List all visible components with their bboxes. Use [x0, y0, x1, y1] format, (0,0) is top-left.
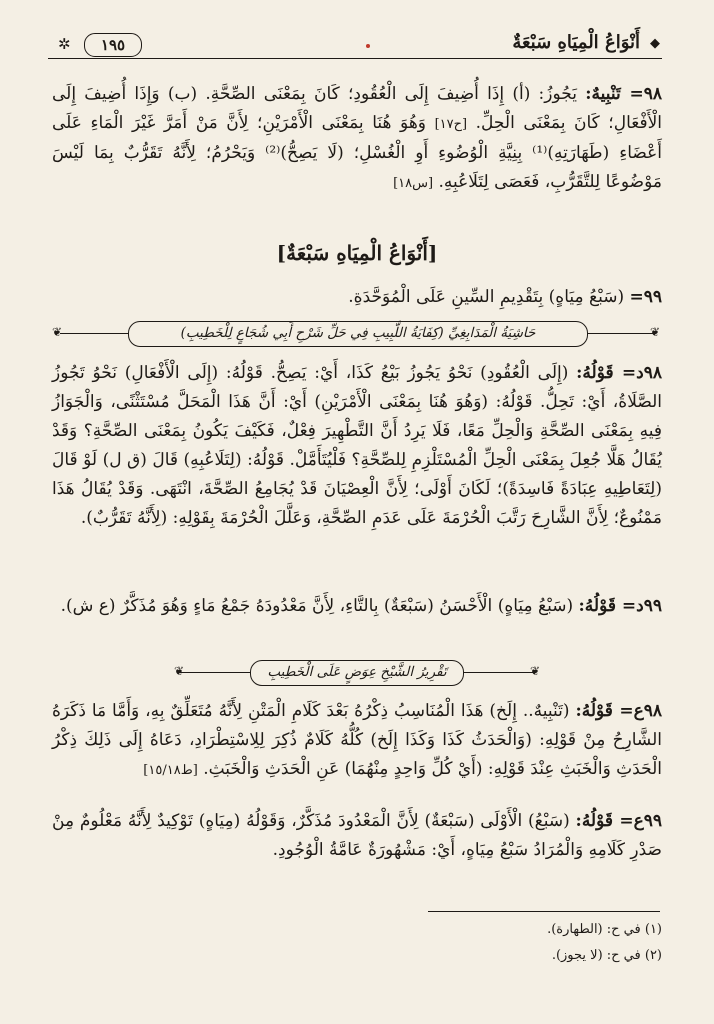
page-marker: [س١٨]: [393, 176, 434, 191]
header-title: أَنْوَاعُ الْمِيَاهِ سَبْعَةٌ: [512, 32, 640, 53]
footnote: (١) في ح: (الطهارة).: [547, 922, 662, 937]
paragraph-text: (سَبْعُ مِيَاهٍ) الْأَحْسَنُ (سَبْعَةٌ) بِالتَّاءِ، لِأَنَّ مَعْدُودَهُ جَمْعُ مَاءٍ وَهُوَ مُذَكَّرٌ (ع ش).: [60, 596, 579, 616]
diamond-ornament-icon: ◆: [650, 36, 660, 51]
paragraph-lead: ٩٩=: [629, 287, 662, 307]
footnote: (٢) في ح: (لا يجوز).: [551, 948, 662, 963]
paragraph-text-continued: وَهُوَ هُنَا بِمَعْنَى الْأَمْرَيْنِ؛ لِأَنَّ مَنْ أَمَرَّ غَيْرَ الْمَاءِ عَلَى أَعْضَاءِ (طَهَارَتِهِ)⁽¹⁾ بِنِيَّةِ الْوُضُوءِ أَوِ الْغُسْلِ؛ (لَا يَصِحُّ)⁽²⁾ وَيَحْرُمُ؛ لِأَنَّهُ تَقَرُّبٌ بِمَا لَيْسَ مَوْضُوعًا لِلتَّقَرُّبِ، فَعَصَى لِتَلَاعُبِهِ.: [52, 113, 662, 192]
commentary-banner-awad: تَقْرِيرُ الشَّيْخِ عِوَضٍ عَلَى الْخَطِيبِ: [250, 660, 464, 686]
paragraph-98d: [52, 359, 662, 533]
commentary-banner-madabighi: حَاشِيَةُ الْمَدَابِغِيِّ (كِفَايَةُ اللَّبِيبِ فِي حَلِّ شَرْحِ أَبِي شُجَاعٍ لِلْخَطِيبِ): [128, 321, 588, 347]
paragraph-lead: ٩٩ع= قَوْلُهُ:: [575, 811, 662, 831]
ornament-icon: ❦: [174, 664, 185, 678]
paragraph-99: [52, 283, 662, 312]
page-marker: [ط١٥/١٨]: [143, 763, 198, 778]
paragraph-99d: [52, 592, 662, 621]
paragraph-text: يَجُوزُ: (أ) إِذَا أُضِيفَ إِلَى الْعُقُودِ؛ كَانَ بِمَعْنَى الصِّحَّةِ. (ب) وَإِذَا أُضِيفَ إِلَى الْأَفْعَالِ؛ كَانَ بِمَعْنَى الْحِلِّ.: [52, 84, 662, 133]
page-number: ١٩٥: [84, 33, 142, 57]
red-dot-mark: [366, 44, 370, 48]
ornament-icon: ❦: [650, 325, 661, 339]
header-rule: [48, 58, 662, 59]
paragraph-99a: [52, 807, 662, 865]
paragraph-lead: ٩٨= تَنْبِيهٌ:: [585, 84, 662, 104]
paragraph-lead: ٩٨د= قَوْلُهُ:: [576, 363, 662, 383]
paragraph-98: [52, 80, 662, 198]
star-ornament-icon: ✲: [58, 35, 71, 53]
paragraph-98a: [52, 697, 662, 785]
page-marker: [ح١٧]: [434, 117, 468, 132]
paragraph-lead: ٩٩د= قَوْلُهُ:: [578, 596, 662, 616]
paragraph-lead: ٩٨ع= قَوْلُهُ:: [575, 701, 662, 721]
paragraph-text: (إِلَى الْعُقُودِ) نَحْوُ يَجُوزُ بَيْعُ كَذَا، أَيْ: يَصِحُّ. قَوْلُهُ: (إِلَى الْأَفْعَالِ) نَحْوُ تَجُوزُ الصَّلَاةُ، أَيْ: تَحِلُّ. قَوْلُهُ: (وَهُوَ هُنَا بِمَعْنَى الْأَمْرَيْنِ) أَيْ: أَنَّ هَذَا الْمَحَلَّ مُسْتَثْنًى، وَالْجَوَازُ فِيهِ بِمَعْنَى الصِّحَّةِ وَالْحِلِّ مَعًا، فَلَا يَرِدُ أَنَّ التَّطْهِيرَ فِعْلٌ، فَكَيْفَ يَكُونُ بِمَعْنَى الصِّحَّةِ؟ وَقَدْ يُقَالُ هَلَّا جُعِلَ بِمَعْنَى الْحِلِّ الْمُسْتَلْزِمِ لِلصِّحَّةِ؟ فَلْيُتَأَمَّلْ. قَوْلُهُ: (لِتَلَاعُبِهِ) قَالَ (ق ل) لَوْ قَالَ (لِتَعَاطِيهِ عِبَادَةً فَاسِدَةً)؛ لَكَانَ أَوْلَى؛ لِأَنَّ الْعِصْيَانَ قَدْ يُجَامِعُ الصِّحَّةَ، انْتَهَى. وَقَدْ يُقَالُ هَذَا مَمْنُوعٌ؛ لِأَنَّ الشَّارِحَ رَتَّبَ الْحُرْمَةَ عَلَى عَدَمِ الصِّحَّةِ، وَعَلَّلَ الْحُرْمَةَ بِقَوْلِهِ: (لِأَنَّهُ تَقَرُّبٌ).: [52, 363, 662, 528]
ornament-icon: ❦: [530, 664, 541, 678]
running-header: [48, 28, 662, 62]
footnote-rule: [428, 911, 660, 912]
section-heading: [أَنْوَاعُ الْمِيَاهِ سَبْعَةٌ]: [276, 241, 438, 265]
paragraph-text: (سَبْعُ مِيَاهٍ) بِتَقْدِيمِ السِّينِ عَلَى الْمُوَحَّدَةِ.: [348, 287, 630, 307]
paragraph-text: (تَنْبِيهٌ.. إِلَخ) هَذَا الْمُنَاسِبُ ذِكْرُهُ بَعْدَ كَلَامِ الْمَتْنِ لِأَنَّهُ مُتَعَلِّقٌ بِهِ، وَأَمَّا مَا ذَكَرَهُ الشَّارِحُ مِنْ قَوْلِهِ: (وَالْحَدَثُ كَذَا وَكَذَا إِلَخ) كُلُّهُ كَلَامٌ ذُكِرَ لِلِاسْتِطْرَادِ، دَعَاهُ إِلَى ذَلِكَ ذِكْرُ الْحَدَثِ وَالْخَبَثِ عِنْدَ قَوْلِهِ: (أَيْ كُلِّ وَاحِدٍ مِنْهُمَا) عَنِ الْحَدَثِ وَالْخَبَثِ.: [52, 701, 662, 779]
ornament-icon: ❦: [52, 325, 63, 339]
paragraph-text: (سَبْعُ) الْأَوْلَى (سَبْعَةٌ) لِأَنَّ الْمَعْدُودَ مُذَكَّرٌ، وَقَوْلُهُ (مِيَاهٍ) تَوْكِيدٌ لِأَنَّهُ مَعْلُومٌ مِنْ صَدْرِ كَلَامِهِ وَالْمُرَادُ سَبْعُ مِيَاهٍ، أَيْ: مَشْهُورَةٌ عَامَّةُ الْوُجُودِ.: [52, 811, 662, 860]
